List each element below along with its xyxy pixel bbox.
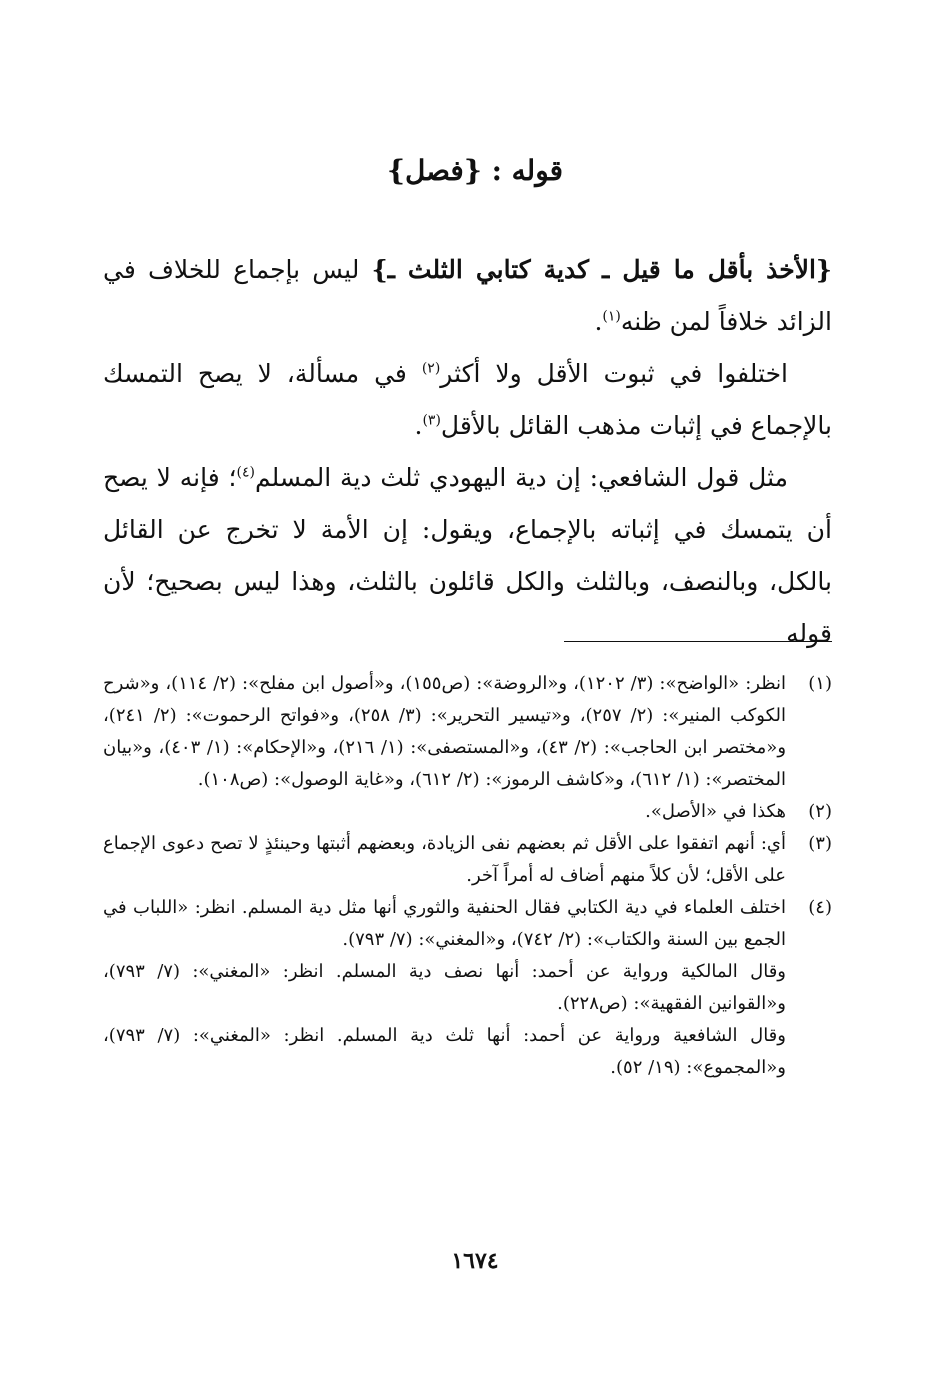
heading-title: {فصل}: [386, 154, 482, 187]
paragraph-2-text-b: في مسألة، لا يصح التمسك بالإجماع في إثبات مذهب القائل بالأقل: [103, 359, 832, 440]
footnote-ref-2[interactable]: (٢): [421, 360, 441, 377]
footnote-ref-4[interactable]: (٤): [236, 464, 255, 481]
footnote-body: [103, 892, 786, 1084]
footnote-number: (٢): [808, 801, 832, 822]
footnote-separator: [564, 641, 832, 642]
footnote-number: (٤): [808, 897, 832, 918]
page-number: ١٦٧٤: [451, 1248, 499, 1274]
footnote-line: أي: أنهم اتفقوا على الأقل ثم بعضهم نفى الزيادة، وبعضهم أثبتها وحينئذٍ لا تصح دعوى الإجماع على الأقل؛ لأن كلاً منهم أضاف له أمراً آخر.: [103, 833, 786, 886]
footnote-body: [103, 828, 786, 892]
main-text: [103, 244, 832, 660]
paragraph-1-end: .: [594, 307, 603, 336]
footnote-4: [103, 892, 832, 1084]
heading-prefix: قوله :: [491, 154, 564, 187]
quoted-matn: {الأخذ بأقل ما قيل ـ كدية كتابي الثلث ـ}: [371, 255, 832, 284]
footnote-line: هكذا في «الأصل».: [645, 801, 786, 822]
paragraph-3-text-a: مثل قول الشافعي: إن دية اليهودي ثلث دية المسلم: [254, 463, 789, 492]
paragraph-3: [103, 452, 832, 660]
paragraph-1-text: ليس بإجماع للخلاف في الزائد خلافاً لمن ظنه: [103, 255, 832, 336]
footnotes: [103, 668, 832, 1084]
footnote-line: انظر: «الواضح»: (٣/ ١٢٠٢)، و«الروضة»: (ص١٥٥)، و«أصول ابن مفلح»: (٢/ ١١٤)، و«شرح الكوكب المنير»: (٢/ ٢٥٧)، و«تيسير التحرير»: (٣/ ٢٥٨)، و«فواتح الرحموت»: (٢/ ٢٤١)، و«مختصر ابن الحاجب»: (٢/ ٤٣)، و«المستصفى»: (١/ ٢١٦)، و«الإحكام»: (١/ ٤٠٣)، و«بيان المختصر»: (١/ ٦١٢)، و«كاشف الرموز»: (٢/ ٦١٢)، و«غاية الوصول»: (ص١٠٨).: [103, 673, 787, 790]
footnote-line: اختلف العلماء في دية الكتابي فقال الحنفية والثوري أنها مثل دية المسلم. انظر: «اللباب في الجمع بين السنة والكتاب»: (٢/ ٧٤٢)، و«المغني»: (٧/ ٧٩٣).: [103, 897, 786, 950]
paragraph-3-text-b: ؛ فإنه لا يصح أن يتمسك في إثباته بالإجماع، ويقول: إن الأمة لا تخرج عن القائل بالكل، وبالنصف، وبالثلث والكل قائلون بالثلث، وهذا ليس بصحيح؛ لأن قوله: [103, 463, 832, 648]
footnote-number: (١): [808, 673, 832, 694]
footnote-3: [103, 828, 832, 892]
paragraph-2-end: .: [414, 411, 423, 440]
paragraph-1: [103, 244, 832, 348]
section-heading: [0, 146, 950, 196]
footnote-body: [103, 796, 786, 828]
footnote-number: (٣): [808, 833, 832, 854]
footnote-line: وقال المالكية ورواية عن أحمد: أنها نصف دية المسلم. انظر: «المغني»: (٧/ ٧٩٣)، و«القوانين الفقهية»: (ص٢٢٨).: [103, 961, 786, 1014]
paragraph-2: [103, 348, 832, 452]
footnote-ref-1[interactable]: (١): [602, 308, 621, 325]
footnote-ref-3[interactable]: (٣): [422, 412, 441, 429]
footnote-line: وقال الشافعية ورواية عن أحمد: أنها ثلث دية المسلم. انظر: «المغني»: (٧/ ٧٩٣)، و«المجموع»: (١٩/ ٥٢).: [103, 1025, 786, 1078]
footnote-2: [103, 796, 832, 828]
footnote-1: [103, 668, 832, 796]
paragraph-2-text-a: اختلفوا في ثبوت الأقل ولا أكثر: [440, 359, 788, 388]
footnote-body: [103, 668, 786, 796]
